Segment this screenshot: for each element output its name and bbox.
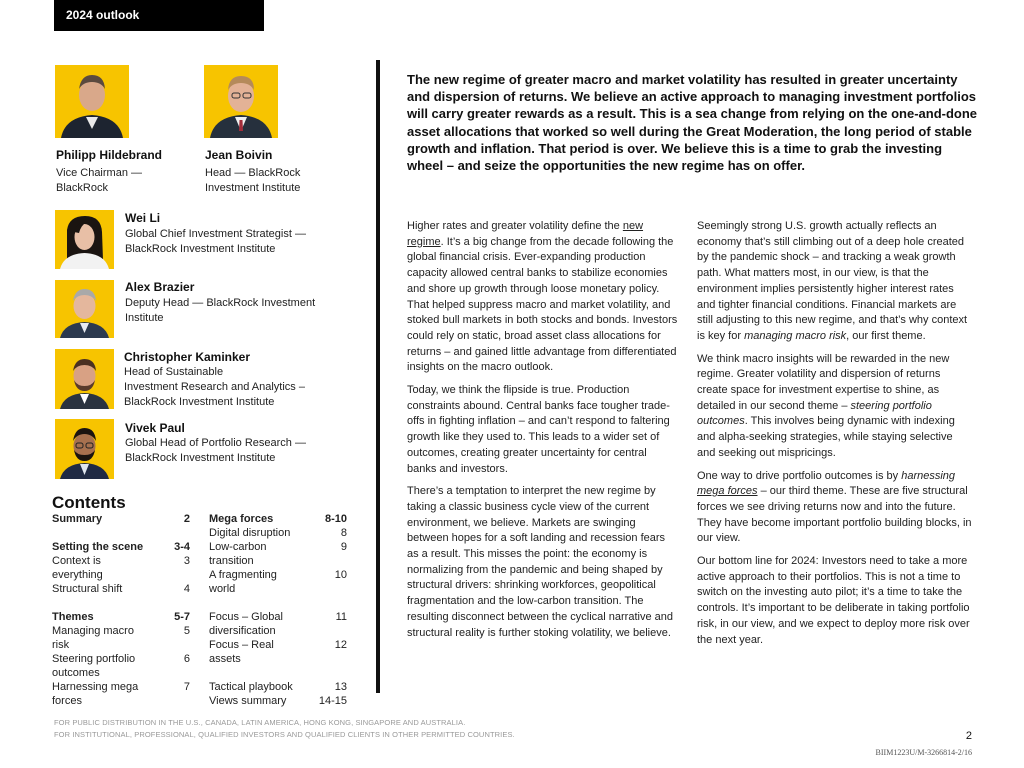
person-role: Vice Chairman — BlackRock [56,167,142,194]
new-regime-link[interactable]: new regime [407,220,644,248]
contents-page-number: 7 [183,681,190,693]
contents-item[interactable]: Harnessing mega [52,681,139,693]
disclaimer: FOR PUBLIC DISTRIBUTION IN THE U.S., CANADA, LATIN AMERICA, HONG KONG, SINGAPORE AND AUSTRALIA. FOR INSTITUTIONAL, PROFESSIONAL, QUALIFIED INVESTORS AND QUALIFIED CLIENTS IN OTHER PERMITTED COUNTRIES. [54,718,515,739]
contents-page-number: 5 [183,625,190,637]
paragraph: Today, we think the flipside is true. Production constraints abound. Central banks face tougher trade-offs in fighting inflation – and can’t respond to faltering growth like they used to. This leads to a wider set of outcomes, creating greater uncertainty for central banks and investors. [407,384,670,475]
contents-page-number: 3-4 [174,541,190,553]
mega-forces-link[interactable]: mega forces [697,485,758,498]
contents-item[interactable]: Digital disruption [209,527,291,539]
portrait-philipp-hildebrand [55,65,129,138]
contents-item[interactable]: risk [52,639,70,651]
portrait-alex-brazier [55,280,114,338]
contents-item[interactable]: Managing macro [52,625,134,637]
portrait-jean-boivin [204,65,278,138]
contents-item[interactable]: Structural shift [52,583,123,595]
person-name: Alex Brazier [125,280,195,294]
contents-item[interactable]: Themes [52,611,94,623]
body-column-right [697,219,973,655]
document-code: BIIM1223U/M-3266814-2/16 [875,748,972,757]
contents-page-number: 3 [183,555,190,567]
contents-item[interactable]: diversification [209,625,276,637]
contents-item[interactable]: Focus – Real [209,639,274,651]
body-column-left [407,219,679,648]
portrait-wei-li [55,210,114,269]
contents-item[interactable]: Summary [52,513,103,525]
contents-item[interactable]: Low-carbon [209,541,267,553]
contents-item[interactable]: Context is [52,555,101,567]
vertical-divider [376,60,380,693]
contents-item[interactable]: Views summary [209,695,287,707]
contents-page-number: 10 [334,569,347,581]
contents-item[interactable]: Mega forces [209,513,274,525]
paragraph: Seemingly strong U.S. growth actually reflects an economy that’s still climbing out of a deep hole created by the pandemic shock – and tracking a weak growth path. What matters most, in our view, is that the environment implies persistently higher interest rates and tighter financial conditions. Financial markets are still adjusting to this new regime, and that’s why context is key for managing macro risk, our first theme. [697,220,968,342]
contents-item[interactable]: Steering portfolio [52,653,136,665]
contents-page-number: 9 [340,541,347,553]
person-role: Global Chief Investment Strategist — BlackRock Investment Institute [125,228,306,255]
contents-page-number: 6 [183,653,190,665]
page-number: 2 [965,730,972,742]
contents-page-number: 4 [183,583,190,595]
person-role: Global Head of Portfolio Research — BlackRock Investment Institute [125,437,306,464]
contents-page-number: 8-10 [324,513,347,525]
paragraph: There’s a temptation to interpret the new regime by taking a classic business cycle view of the current environment, we believe. Markets are swinging between hopes for a soft landing and recession fears as a result. This misses the point: the economy is normalizing from the pandemic and being shaped by structural drivers: shrinking workforces, geopolitical fragmentation and the low-carbon transition. The resulting disconnect between the cyclical narrative and structural reality is further stoking volatility, we believe. [407,485,673,639]
person-name: Vivek Paul [125,421,185,435]
contents-item[interactable]: world [209,583,236,595]
person-name: Christopher Kaminker [124,350,251,364]
contents-item[interactable]: Focus – Global [209,611,283,623]
contents-page-number: 14-15 [318,695,347,707]
contents-item[interactable]: outcomes [52,667,100,679]
paragraph: One way to drive portfolio outcomes is by harnessing mega forces – our third theme. These are five structural forces we see driving returns now and into the future. They have become important portfolio building blocks, in our view. [697,469,972,545]
person-role: Head — BlackRock Investment Institute [205,167,301,194]
person-role: Deputy Head — BlackRock Investment Institute [125,297,316,324]
contents-item[interactable]: Tactical playbook [209,681,293,693]
section-tag: 2024 outlook [54,0,264,31]
paragraph: We think macro insights will be rewarded in the new regime. Greater volatility and dispersion of returns create space for investment expertise to shine, as detailed in our second theme – steering portfolio outcomes. This involves being dynamic with indexing and alpha-seeking strategies, while staying selective and seeking out mispricings. [697,352,955,459]
contents-item[interactable]: A fragmenting [209,569,277,581]
person-name: Jean Boivin [205,148,273,162]
contents-title: Contents [52,493,126,512]
contents-item[interactable]: forces [52,695,82,707]
person-name: Wei Li [125,211,161,225]
contents-page-number: 11 [335,611,347,623]
contents-page-number: 13 [334,681,347,693]
portrait-vivek-paul [55,419,114,479]
contents-page-number: 5-7 [174,611,190,623]
person-role: Head of Sustainable Investment Research and Analytics – BlackRock Investment Institute [124,366,305,408]
contents-item[interactable]: assets [209,653,241,665]
person-name: Philipp Hildebrand [56,148,163,162]
contents-item[interactable]: everything [52,569,103,581]
contents-page-number: 12 [334,639,347,651]
contents-item[interactable]: transition [209,555,254,567]
lead-paragraph: The new regime of greater macro and market volatility has resulted in greater uncertainty and dispersion of returns. We believe an active approach to managing investment portfolios will carry greater rewards as a result. This is a sea change from relying on the one-and-done asset allocations that worked so well during the Great Moderation, the long period of stable growth and inflation. That period is over. We believe this is a time to grab the investing wheel – and seize the opportunities the new regime has on offer. [407,72,978,174]
contents-page-number: 2 [183,513,190,525]
paragraph: Our bottom line for 2024: Investors need to take a more active approach to their portfolios. This is not a time to switch on the investing auto pilot; it’s a time to take the controls. It’s important to be deliberate in taking portfolio risk, in our view, and we expect to deploy more risk over the next year. [697,555,970,646]
portrait-christopher-kaminker [55,349,114,409]
paragraph: Higher rates and greater volatility define the new regime. It’s a big change from the decade following the global financial crisis. Ever-expanding production capacity allowed central banks to stabilize economies and shore up growth through loose monetary policy. That helped suppress macro and market volatility, and stoked bull markets in both stocks and bonds. Investors could rely on static, broad asset class allocations for returns – and gained little advantage from differentiated insights on the macro outlook. [407,220,678,374]
contents-page-number: 8 [340,527,347,539]
contents-item[interactable]: Setting the scene [52,541,144,553]
